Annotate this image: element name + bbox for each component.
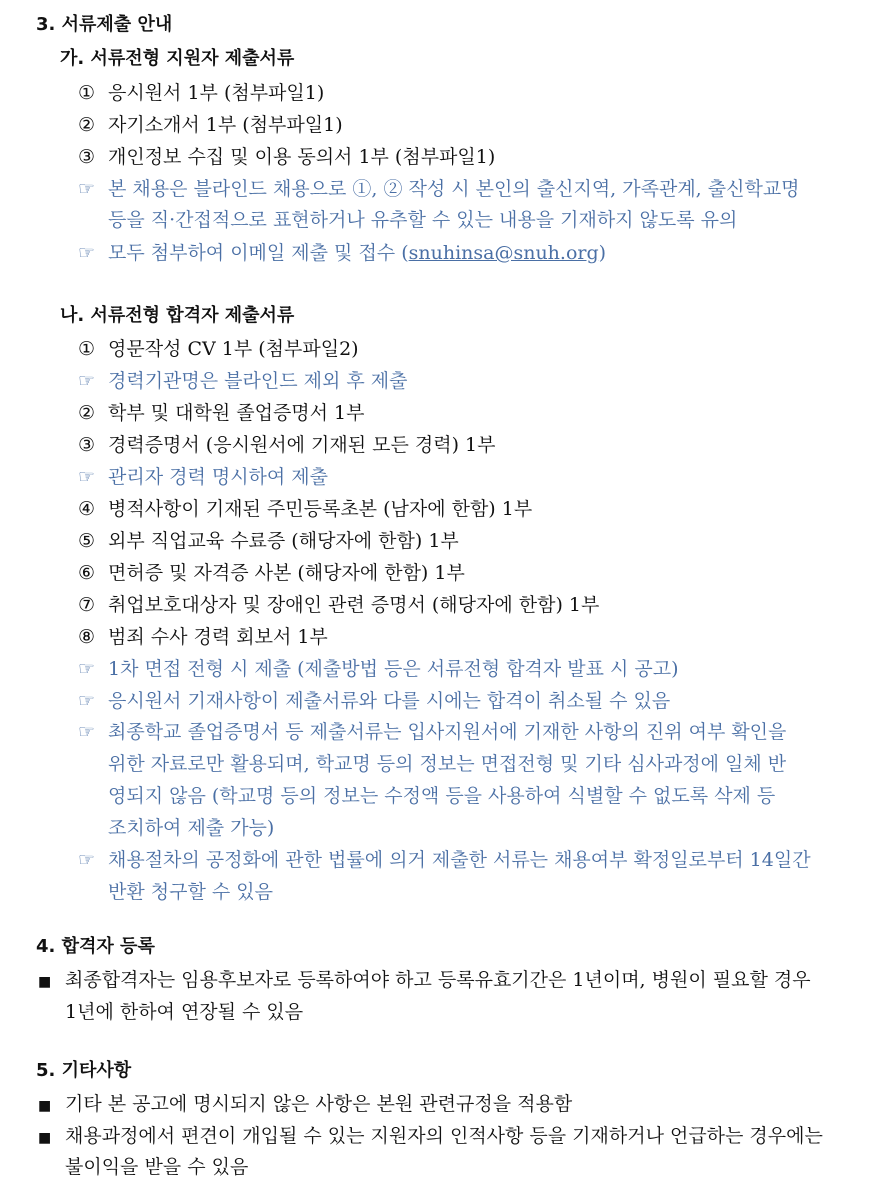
item-text: 경력기관명은 블라인드 제외 후 제출 [108,370,408,392]
item-text: 응시원서 기재사항이 제출서류와 다를 시에는 합격이 취소될 수 있음 [108,690,671,712]
item-text: 학부 및 대학원 졸업증명서 1부 [108,402,365,424]
item-text: 면허증 및 자격증 사본 (해당자에 한함) 1부 [108,562,465,584]
note-line: 채용절차의 공정화에 관한 법률에 의거 제출한 서류는 채용여부 확정일로부터 14일간 [108,849,811,871]
item-number: ② [78,402,96,424]
section-3-title: 3. 서류제출 안내 [36,14,173,35]
section-5-title: 5. 기타사항 [36,1060,132,1081]
item-number: ② [78,114,96,136]
other-bullet-item [38,1093,572,1117]
item-text: 응시원서 1부 (첨부파일1) [108,82,325,104]
list-item [78,594,599,616]
item-number: ④ [78,498,96,520]
item-text: 범죄 수사 경력 회보서 1부 [108,626,328,648]
note-item [78,466,328,488]
note-line: 최종학교 졸업증명서 등 제출서류는 입사지원서에 기재한 사항의 진위 여부 확인을 [108,721,787,743]
item-number: ⑤ [78,530,96,552]
list-item [78,338,359,360]
item-text: 관리자 경력 명시하여 제출 [108,466,329,488]
list-item [78,626,328,648]
note-item [78,658,679,680]
bullet-text: 기타 본 공고에 명시되지 않은 사항은 본원 관련규정을 적용함 [65,1093,573,1115]
subsection-a-title: 가. 서류전형 지원자 제출서류 [60,48,295,69]
note-close: ) [598,242,607,264]
list-item [78,82,324,104]
note-item [78,370,407,392]
item-text: 병적사항이 기재된 주민등록초본 (남자에 한함) 1부 [108,498,533,520]
pointing-hand-icon: ☞ [78,690,96,712]
pointing-hand-icon: ☞ [78,242,96,264]
list-item [78,146,495,168]
bullet-text-continued: 1년에 한하여 연장될 수 있음 [65,1001,304,1023]
square-bullet-icon: ■ [38,1098,52,1114]
list-item [78,114,343,136]
item-number: ⑦ [78,594,96,616]
note-line: 본 채용은 블라인드 채용으로 ①, ② 작성 시 본인의 출신지역, 가족관계, 출신학교명 [108,178,800,200]
note-line: 조치하여 제출 가능) [108,817,275,839]
note-line: 반환 청구할 수 있음 [108,881,273,903]
item-number: ⑧ [78,626,96,648]
pointing-hand-icon: ☞ [78,849,96,871]
blind-note [78,178,840,200]
registration-bullet-item [38,969,811,993]
note-line: 영되지 않음 (학교명 등의 정보는 수정액 등을 사용하여 식별할 수 없도록 삭제 등 [108,785,776,807]
return-note [78,849,811,871]
item-number: ③ [78,146,96,168]
item-text: 개인정보 수집 및 이용 동의서 1부 (첨부파일1) [108,146,496,168]
item-text: 영문작성 CV 1부 (첨부파일2) [108,338,359,360]
graduation-note [78,721,786,743]
bullet-text: 채용과정에서 편견이 개입될 수 있는 지원자의 인적사항 등을 기재하거나 언급하는 경우에는 [65,1125,823,1147]
item-number: ③ [78,434,96,456]
list-item [78,498,532,520]
section-4-title: 4. 합격자 등록 [36,936,155,957]
note-item [78,690,670,712]
other-bullet-item [38,1125,823,1149]
bullet-text-continued: 불이익을 받을 수 있음 [65,1156,249,1178]
pointing-hand-icon: ☞ [78,370,96,392]
pointing-hand-icon: ☞ [78,721,96,743]
item-text: 취업보호대상자 및 장애인 관련 증명서 (해당자에 한함) 1부 [108,594,600,616]
list-item [78,434,495,456]
bullet-text: 최종합격자는 임용후보자로 등록하여야 하고 등록유효기간은 1년이며, 병원이 필요할 경우 [65,969,811,991]
list-item [78,402,365,424]
subsection-b-title: 나. 서류전형 합격자 제출서류 [60,305,295,326]
pointing-hand-icon: ☞ [78,658,96,680]
note-text: 모두 첨부하여 이메일 제출 및 접수 ( [108,242,409,264]
item-number: ⑥ [78,562,96,584]
note-line: 등을 직·간접적으로 표현하거나 유추할 수 있는 내용을 기재하지 않도록 유의 [108,209,738,231]
note-line: 위한 자료로만 활용되며, 학교명 등의 정보는 면접전형 및 기타 심사과정에 일체 반 [108,753,787,775]
item-text: 외부 직업교육 수료증 (해당자에 한함) 1부 [108,530,459,552]
email-note [78,242,606,264]
item-number: ① [78,82,96,104]
square-bullet-icon: ■ [38,1130,52,1146]
pointing-hand-icon: ☞ [78,466,96,488]
item-text: 1차 면접 전형 시 제출 (제출방법 등은 서류전형 합격자 발표 시 공고) [108,658,679,680]
pointing-hand-icon: ☞ [78,178,96,200]
item-text: 경력증명서 (응시원서에 기재된 모든 경력) 1부 [108,434,496,456]
list-item [78,530,459,552]
item-number: ① [78,338,96,360]
item-text: 자기소개서 1부 (첨부파일1) [108,114,343,136]
email-link[interactable]: snuhinsa@snuh.org [408,242,599,264]
list-item [78,562,465,584]
square-bullet-icon: ■ [38,974,52,990]
